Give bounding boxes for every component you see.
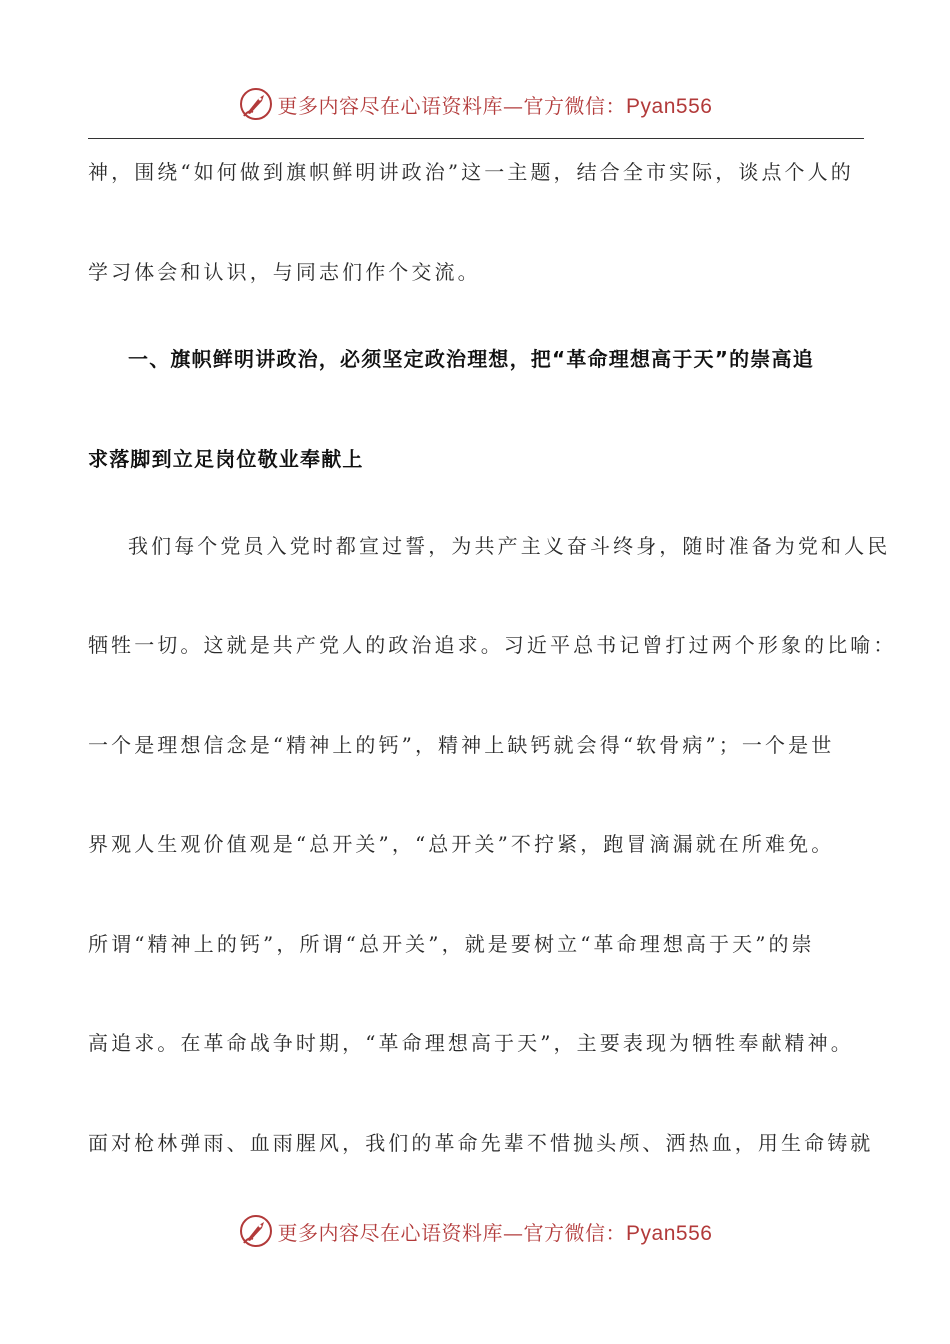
body-line: 神，围绕“如何做到旗帜鲜明讲政治”这一主题，结合全市实际，谈点个人的 — [88, 160, 854, 184]
pen-nib-logo-icon — [238, 86, 274, 122]
body-line: 学习体会和认识，与同志们作个交流。 — [88, 260, 481, 284]
header-banner — [0, 84, 950, 124]
section-heading-continued: 求落脚到立足岗位敬业奉献上 — [88, 447, 364, 471]
body-line: 面对枪林弹雨、血雨腥风，我们的革命先辈不惜抛头颅、洒热血，用生命铸就 — [88, 1131, 874, 1155]
body-line: 所谓“精神上的钙”，所谓“总开关”，就是要树立“革命理想高于天”的崇 — [88, 932, 815, 956]
banner-text-cn: 更多内容尽在心语资料库—官方微信： — [277, 1220, 627, 1245]
banner-text — [278, 90, 713, 119]
body-line: 牺牲一切。这就是共产党人的政治追求。习近平总书记曾打过两个形象的比喻： — [88, 633, 897, 657]
pen-nib-logo-icon — [238, 1213, 274, 1249]
banner-wechat-id: Pyan556 — [626, 94, 713, 118]
banner-wechat-id: Pyan556 — [626, 1221, 713, 1245]
footer-banner — [0, 1211, 950, 1251]
body-line: 界观人生观价值观是“总开关”，“总开关”不拧紧，跑冒滴漏就在所难免。 — [88, 832, 835, 856]
banner-text — [278, 1217, 713, 1246]
banner-text-cn: 更多内容尽在心语资料库—官方微信： — [277, 93, 627, 118]
body-line: 高追求。在革命战争时期，“革命理想高于天”，主要表现为牺牲奉献精神。 — [88, 1031, 854, 1055]
body-line: 我们每个党员入党时都宣过誓，为共产主义奋斗终身，随时准备为党和人民 — [128, 534, 891, 558]
section-heading: 一、旗帜鲜明讲政治，必须坚定政治理想，把“革命理想高于天”的崇高追 — [128, 347, 814, 371]
body-line: 一个是理想信念是“精神上的钙”，精神上缺钙就会得“软骨病”；一个是世 — [88, 733, 835, 757]
header-divider — [88, 138, 864, 139]
